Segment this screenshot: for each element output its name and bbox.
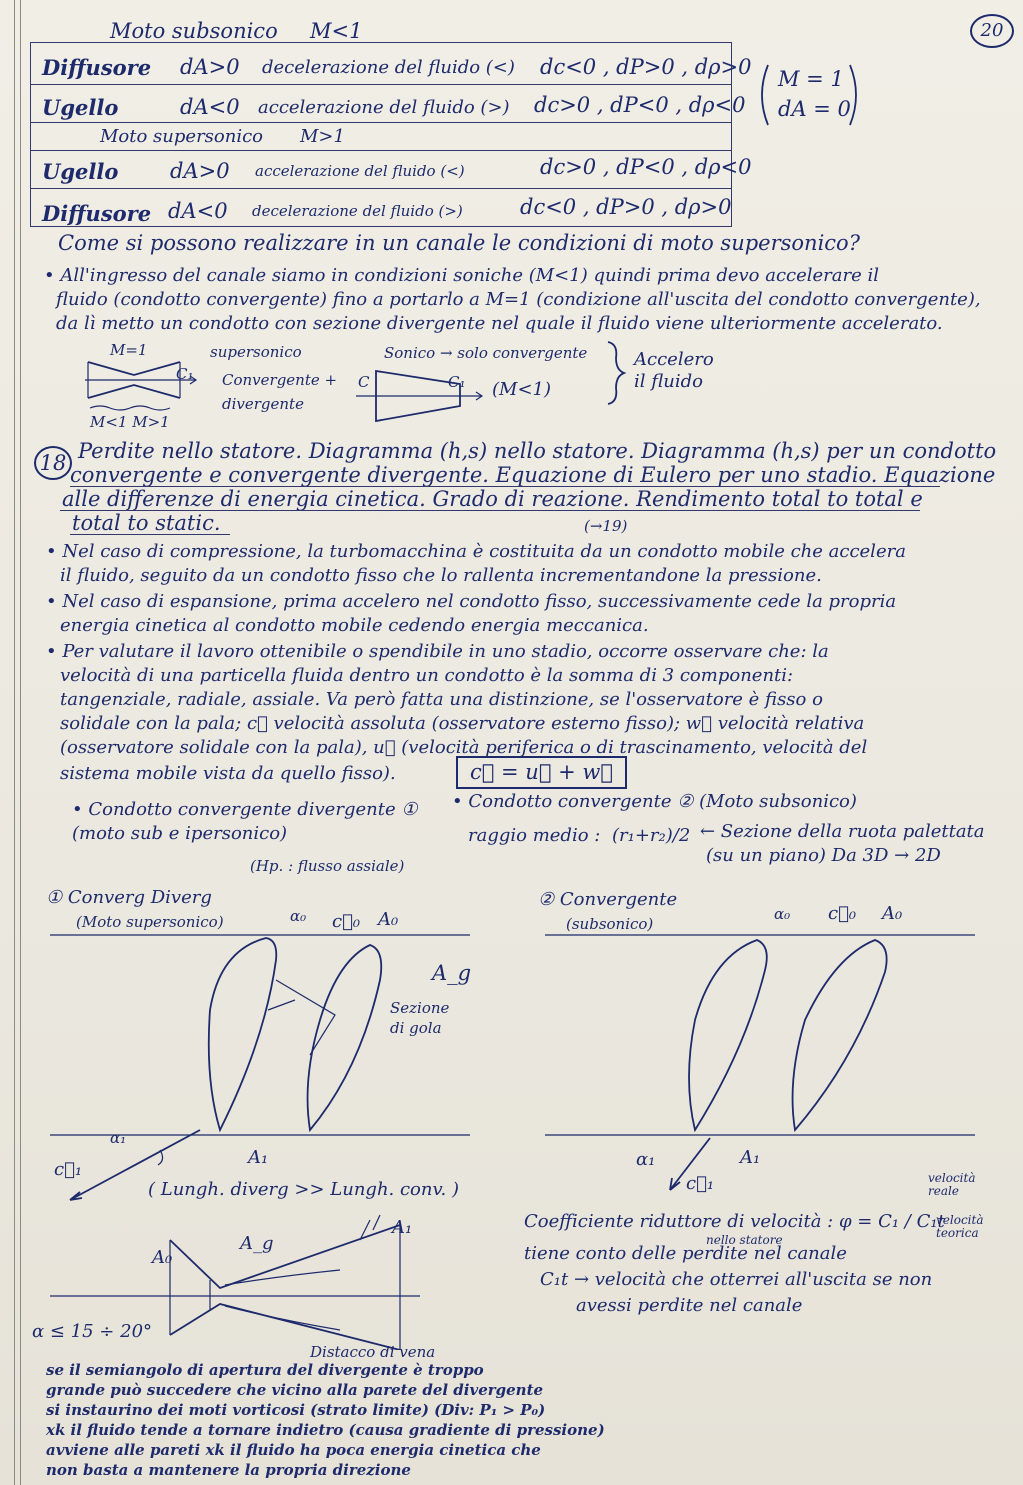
coeff-line: Coefficiente riduttore di velocità : φ = C₁ / C₁t (524, 1211, 945, 1232)
sketch1-c1: C₁ (176, 365, 194, 383)
bullet-line: • Per valutare il lavoro ottenibile o spendibile in uno stadio, occorre osservare che: la (46, 641, 829, 662)
fig2-title: ② Convergente (538, 889, 678, 910)
row-desc: accelerazione del fluido (<) (255, 162, 465, 180)
bullet-line: velocità di una particella fluida dentro un condotto è la somma di 3 componenti: (60, 665, 794, 686)
brace-text: il fluido (634, 371, 703, 392)
fig2-subtitle: (subsonico) (566, 915, 654, 933)
bullet-line: solidale con la pala; c⃗ velocità assoluta (osservatore esterno fisso); w⃗ velocità relativa (60, 713, 865, 734)
mean-radius-formula: (r₁+r₂)/2 (612, 825, 691, 846)
topic-number: 18 (34, 446, 72, 480)
header-subsonic: Moto subsonico (110, 19, 278, 43)
row-name: Diffusore (42, 201, 152, 226)
sketch1-label: Convergente + (222, 371, 338, 389)
fig1-c0: c⃗₀ (332, 911, 361, 932)
fig1-title: ① Converg Diverg (46, 887, 212, 908)
row-area: dA<0 (180, 95, 240, 119)
sketch2-c: C (358, 373, 370, 391)
row-desc: decelerazione del fluido (<) (262, 57, 515, 78)
coeff-line: C₁t → velocità che otterrei all'uscita se non (540, 1269, 933, 1290)
hypothesis: (Hp. : flusso assiale) (250, 857, 405, 875)
sketch1-mach: M=1 (110, 341, 148, 359)
nozzle-angle: α ≤ 15 ÷ 20° (32, 1321, 153, 1342)
coeff-line: avessi perdite nel canale (576, 1295, 803, 1316)
velocity-equation: c⃗ = u⃗ + w⃗ (456, 756, 627, 789)
sketch1-label: supersonico (210, 343, 302, 361)
fig1-throat: Sezione (390, 999, 450, 1017)
critical-mach: M = 1 (778, 67, 844, 91)
row-area: dA>0 (180, 55, 240, 79)
duct-label: • Condotto convergente ② (Moto subsonico) (452, 791, 857, 812)
fig1-subtitle: (Moto supersonico) (76, 913, 224, 931)
fig1-length-compare: ( Lungh. diverg >> Lungh. conv. ) (148, 1179, 459, 1200)
topic-line: Perdite nello statore. Diagramma (h,s) nello statore. Diagramma (h,s) per un condotto (78, 439, 997, 463)
answer-line: • All'ingresso del canale siamo in condizioni soniche (M<1) quindi prima devo accelerare il (44, 265, 880, 286)
row-name: Ugello (42, 95, 119, 120)
footer-line: avviene alle pareti xk il fluido ha poca energia cinetica che (46, 1441, 541, 1459)
fig1-alpha0: α₀ (290, 907, 307, 925)
footer-line: non basta a mantenere la propria direzione (46, 1461, 411, 1479)
footer-line: grande può succedere che vicino alla parete del divergente (46, 1381, 544, 1399)
bullet-line: il fluido, seguito da un condotto fisso che lo rallenta incrementandone la pressione. (60, 565, 822, 586)
row-cond: dc>0 , dP<0 , dρ<0 (540, 155, 752, 179)
bullet-line: tangenziale, radiale, assiale. Va però fatta una distinzione, se l'osservatore è fisso o (60, 689, 823, 710)
topic-line: total to static. (72, 511, 221, 535)
convergent-sketch (350, 366, 490, 426)
footer-line: si instaurino dei moti vorticosi (strato limite) (Div: P₁ > P₀) (46, 1401, 546, 1419)
topic-line: alle differenze di energia cinetica. Grado di reazione. Rendimento total to total e (62, 487, 923, 511)
fig1-a1: A₁ (248, 1147, 269, 1168)
fig1-alpha1: α₁ (110, 1129, 127, 1147)
mean-radius-note: ← Sezione della ruota palettata (700, 821, 985, 842)
nozzle-ag: A_g (240, 1233, 274, 1254)
duct-label: (moto sub e ipersonico) (72, 823, 288, 844)
duct-label: • Condotto convergente divergente ① (72, 799, 418, 820)
answer-line: fluido (condotto convergente) fino a portarlo a M=1 (condizione all'uscita del condotto convergente), (56, 289, 981, 310)
fig2-a1: A₁ (740, 1147, 761, 1168)
row-name: Ugello (42, 159, 119, 184)
coeff-real: velocità reale (928, 1171, 976, 1199)
mean-radius-label: raggio medio : (468, 825, 601, 846)
row-area: dA>0 (170, 159, 230, 183)
row-cond: dc<0 , dP>0 , dρ>0 (520, 195, 732, 219)
footer-line: xk il fluido tende a tornare indietro (causa gradiente di pressione) (46, 1421, 605, 1439)
row-desc: decelerazione del fluido (>) (252, 202, 463, 220)
fig1-c1: c⃗₁ (54, 1159, 83, 1180)
bullet-line: • Nel caso di compressione, la turbomacchina è costituita da un condotto mobile che accelera (46, 541, 906, 562)
answer-line: da lì metto un condotto con sezione divergente nel quale il fluido viene ulteriormente accelerato. (56, 313, 943, 334)
row-cond: dc<0 , dP>0 , dρ>0 (540, 55, 752, 79)
critical-area: dA = 0 (778, 97, 851, 121)
nozzle-separation: Distacco di vena (310, 1343, 436, 1361)
nozzle-a0: A₀ (152, 1247, 173, 1268)
sketch1-label: divergente (222, 395, 304, 413)
question: Come si possono realizzare in un canale le condizioni di moto supersonico? (58, 231, 860, 255)
nozzle-a1: A₁ (392, 1217, 413, 1238)
row-area: dA<0 (168, 199, 228, 223)
header-subsonic-mach: M<1 (310, 19, 363, 43)
bullet-line: sistema mobile vista da quello fisso). (60, 763, 396, 784)
fig2-c0: c⃗₀ (828, 903, 857, 924)
bullet-line: energia cinetica al condotto mobile cedendo energia meccanica. (60, 615, 649, 636)
topic-ref: (→19) (584, 517, 628, 535)
row-desc: accelerazione del fluido (>) (258, 97, 510, 118)
brace-text: Accelero (634, 349, 714, 370)
fig2-c1: c⃗₁ (686, 1173, 715, 1194)
fig1-throat: di gola (390, 1019, 442, 1037)
fig2-alpha0: α₀ (774, 905, 791, 923)
topic-line: convergente e convergente divergente. Equazione di Eulero per uno stadio. Equazione (70, 463, 996, 487)
header-supersonic-mach: M>1 (300, 126, 345, 147)
row-cond: dc>0 , dP<0 , dρ<0 (534, 93, 746, 117)
coeff-line: tiene conto delle perdite nel canale (524, 1243, 847, 1264)
mean-radius-note: (su un piano) Da 3D → 2D (706, 845, 941, 866)
margin-line (14, 0, 15, 1485)
fig1-a0: A₀ (378, 909, 399, 930)
bullet-line: • Nel caso di espansione, prima accelero nel condotto fisso, successivamente cede la propria (46, 591, 897, 612)
sketch2-title: Sonico → solo convergente (384, 344, 588, 362)
fig1-ag: A_g (432, 961, 472, 985)
row-name: Diffusore (42, 55, 152, 80)
header-supersonic: Moto supersonico (100, 126, 264, 147)
margin-line (20, 0, 21, 1485)
page-number: 20 (970, 14, 1014, 48)
fig2-a0: A₀ (882, 903, 903, 924)
sketch2-c1: C₁ (448, 373, 466, 391)
brace (604, 340, 628, 406)
coeff-sub: nello statore (706, 1233, 783, 1247)
sketch1-bottom: M<1 M>1 (90, 413, 170, 431)
sketch2-mach: (M<1) (492, 379, 552, 400)
fig2-alpha1: α₁ (636, 1149, 656, 1170)
footer-line: se il semiangolo di apertura del divergente è troppo (46, 1361, 484, 1379)
bullet-line: (osservatore solidale con la pala), u⃗ (velocità periferica o di trascinamento, velocità del (60, 737, 868, 758)
coeff-theo: velocità teorica (936, 1213, 984, 1241)
